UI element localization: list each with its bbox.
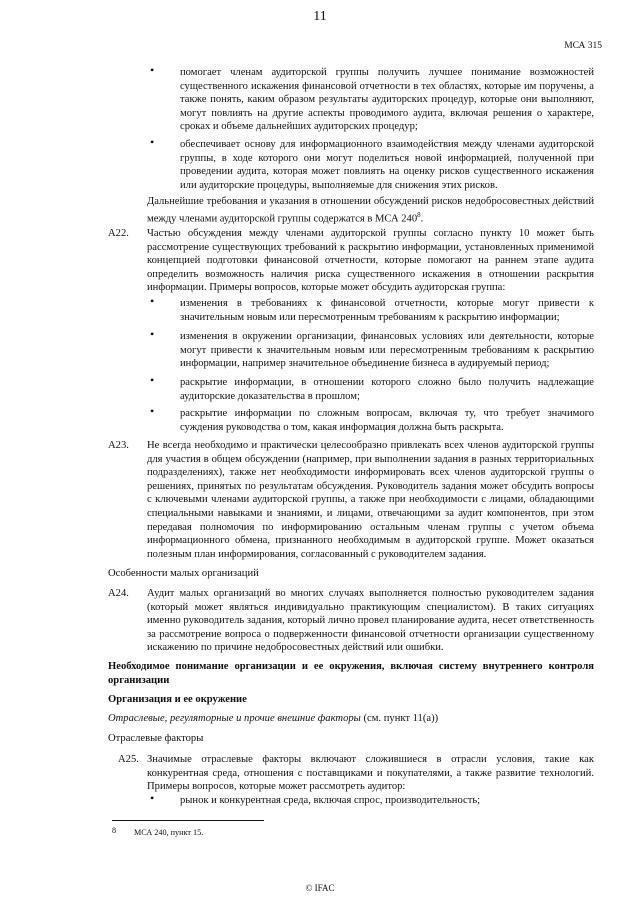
subheading-industry-factors: Отраслевые факторы	[108, 733, 204, 744]
bullet-icon: •	[150, 327, 155, 341]
bullet-item: изменения в окружении организации, финансовых условиях или деятельности, которые могут привести к значительным новым или пересмотренным требованиям к раскрытию информации, например значительное объединение бизнеса в аудируемый период;	[180, 331, 594, 370]
paragraph-further-requirements: Дальнейшие требования и указания в отношении обсуждений рисков недобросовестных действий между членами аудиторской группы содержатся в МСА $240^8$.	[147, 196, 594, 225]
bullet-item: изменения в требованиях к финансовой отчетности, которые могут привести к значительным новым или пересмотренным требованиям к раскрытию информации;	[180, 298, 594, 323]
paragraph-number-a22: A22.	[108, 228, 129, 239]
page-number: 11	[313, 9, 327, 24]
section-heading-small-entities: Особенности малых организаций	[108, 568, 259, 579]
bullet-icon: •	[150, 63, 155, 77]
bullet-icon: •	[150, 791, 155, 805]
bullet-icon: •	[150, 294, 155, 308]
bullet-item: рынок и конкурентная среда, включая спрос, производительность;	[180, 795, 481, 806]
footnote-ref: 8	[417, 210, 421, 219]
paragraph-number-a25: A25.	[118, 754, 139, 765]
bullet-item: обеспечивает основу для информационного взаимодействия между членами аудиторской группы, в ходе которого они могут поделиться новой информацией, полученной при проведении аудита, которая может повлиять на оценку рисков существенного искажения или аудиторские процедуры, выполняемые для снижения этих рисков.	[180, 139, 594, 191]
subheading-external-factors	[108, 712, 438, 726]
bullet-icon: •	[150, 373, 155, 387]
bullet-icon: •	[150, 135, 155, 149]
footnote-text: МСА 240, пункт 15.	[134, 828, 204, 837]
section-heading-main: Необходимое понимание организации и ее окружения, включая систему внутреннего контроля организации	[108, 661, 594, 686]
paragraph-a22: Частью обсуждения между членами аудиторской группы согласно пункту 10 может быть рассмотрение существующих требований к раскрытию информации, установленных применимой концепцией подготовки финансовой отчетности, которые помогают на раннем этапе аудита определить возможность наличия риска существенного искажения в отношении раскрытия информации. Примеры вопросов, которые может обсудить аудиторская группа:	[147, 228, 594, 294]
bullet-item: раскрытие информации, в отношении которого сложно было получить надлежащие аудиторские доказательства в прошлом;	[180, 377, 594, 402]
paragraph-a24: Аудит малых организаций во многих случаях выполняется полностью руководителем задания (который может являться индивидуально практикующим специалистом). В таких ситуациях именно руководитель задания, который лично провел планирование аудита, несет ответственность за рассмотрение вопроса о подверженности финансовой отчетности организации существенному искажению по причине недобросовестных действий или ошибки.	[147, 588, 594, 654]
footnote-marker: 8	[112, 826, 117, 835]
section-heading-organization: Организация и ее окружение	[108, 694, 247, 705]
paragraph-a23: Не всегда необходимо и практически целесообразно привлекать всех членов аудиторской группы для участия в общем обсуждении (например, при выполнении задания в разных территориальных подразделениях), также нет необходимости информировать всех членов аудиторской группы о решениях, принятых по результатам обсуждения. Руководитель задания может обсудить вопросы с ключевыми членами аудиторской группы, а также при необходимости с лицами, обладающими специальными навыками и знаниями, и лицами, отвечающими за аудит компонентов, при этом передавая полномочия по информированию остальным членам группы с учетом объема информационного обмена, признанного необходимым в аудиторской группе. Может оказаться полезным план информирования, согласованный с руководителем задания.	[147, 440, 594, 560]
bullet-item: помогает членам аудиторской группы получить лучшее понимание возможностей существенного искажения финансовой отчетности в тех областях, которые им поручены, а также понять, каким образом результаты аудиторских процедур, которые они выполняют, могут повлиять на другие аспекты проводимого аудита, включая решения о характере, сроках и объеме дальнейших аудиторских процедур;	[180, 67, 594, 133]
paragraph-number-a23: A23.	[108, 440, 129, 451]
paragraph-text: Дальнейшие требования и указания в отношении обсуждений рисков недобросовестных действий между членами аудиторской группы содержатся в МСА 240	[147, 196, 594, 225]
heading-reference: (см. пункт 11(а))	[360, 713, 439, 724]
page-footer: © IFAC	[305, 883, 335, 893]
italic-heading: Отраслевые, регуляторные и прочие внешние факторы	[108, 713, 361, 724]
paragraph-number-a24: A24.	[108, 588, 129, 599]
bullet-icon: •	[150, 404, 155, 418]
standard-code: МСА 315	[564, 41, 602, 51]
footnote-divider	[112, 820, 264, 821]
paragraph-a25: Значимые отраслевые факторы включают сложившиеся в отрасли условия, такие как конкурентная среда, отношения с поставщиками и покупателями, а также развитие технологий. Примеры вопросов, которые может рассмотреть аудитор:	[147, 754, 594, 793]
bullet-item: раскрытие информации по сложным вопросам, включая ту, что требует значимого суждения руководства о том, какая информация должна быть раскрыта.	[180, 408, 594, 433]
